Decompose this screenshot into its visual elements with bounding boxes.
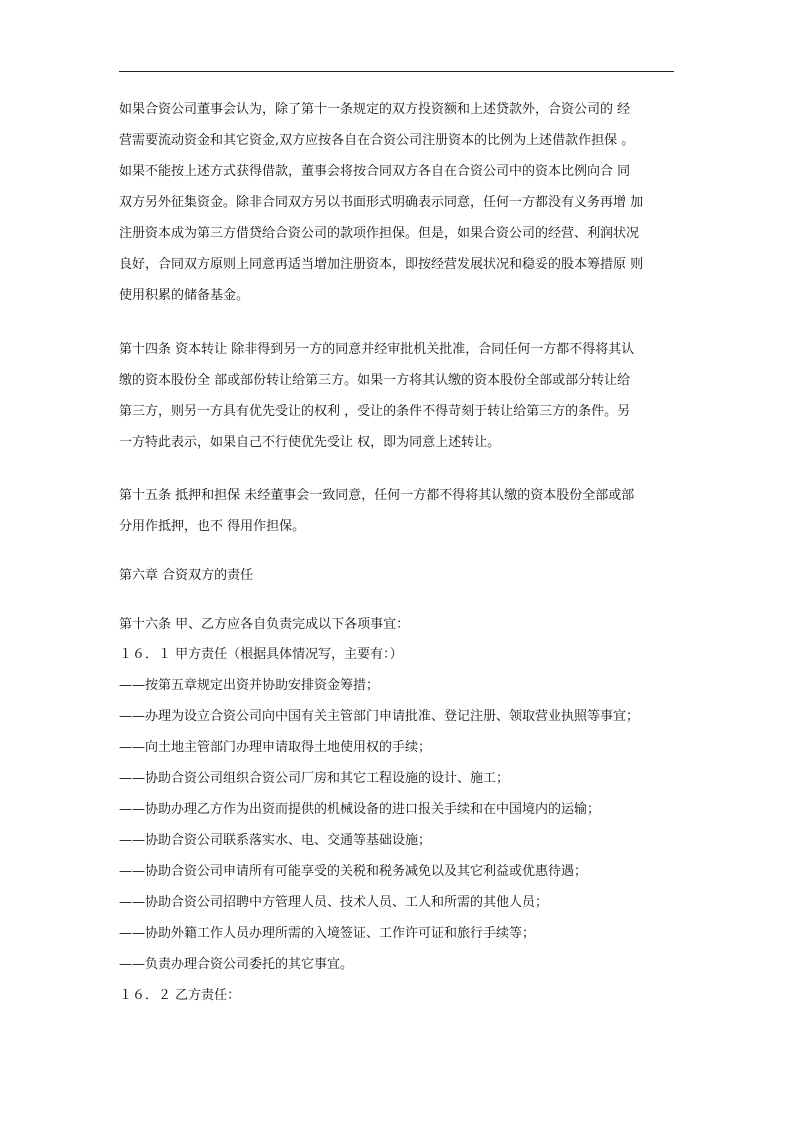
list-item: ——协助合资公司联系落实水、电、交通等基础设施； [119, 833, 432, 848]
chapter-heading: 第六章 合资双方的责任 [119, 568, 254, 583]
list-item: ——向土地主管部门办理申请取得土地使用权的手续； [119, 740, 432, 755]
paragraph-line: 注册资本成为第三方借贷给合资公司的款项作担保。但是，如果合资公司的经营、利润状况 [119, 226, 640, 241]
list-item: ——协助办理乙方作为出资而提供的机械设备的进口报关手续和在中国境内的运输； [119, 802, 601, 817]
article-14-line: 第三方，则另一方具有优先受让的权利 ，受让的条件不得苛刻于转让给第三方的条件。另 [119, 404, 631, 419]
list-item: ——协助合资公司申请所有可能享受的关税和税务减免以及其它利益或优惠待遇； [119, 864, 588, 879]
list-item: ——负责办理合资公司委托的其它事宜。 [119, 957, 354, 972]
article-14-line: 缴的资本股份全 部或部份转让给第三方。如果一方将其认缴的资本股份全部或部分转让给 [119, 373, 631, 388]
list-item: ——协助合资公司组织合资公司厂房和其它工程设施的设计、施工； [119, 771, 510, 786]
list-item: ——协助合资公司招聘中方管理人员、技术人员、工人和所需的其他人员； [119, 895, 549, 910]
paragraph-line: 如果合资公司董事会认为，除了第十一条规定的双方投资额和上述贷款外，合资公司的 经 [119, 102, 631, 117]
paragraph-line: 双方另外征集资金。除非合同双方另以书面形式明确表示同意，任何一方都没有义务再增 加 [119, 195, 644, 210]
article-14-line: 第十四条 资本转让 除非得到另一方的同意并经审批机关批准，合同任何一方都不得将其认 [119, 342, 635, 357]
header-rule [119, 71, 674, 72]
paragraph-line: 使用积累的储备基金。 [119, 288, 250, 303]
article-15-line: 分用作抵押，也不 得用作担保。 [119, 519, 306, 534]
article-15-line: 第十五条 抵押和担保 未经董事会一致同意，任何一方都不得将其认缴的资本股份全部或部 [119, 488, 635, 503]
list-item: ——按第五章规定出资并协助安排资金筹措； [119, 678, 380, 693]
paragraph-line: 营需要流动资金和其它资金,双方应按各自在合资公司注册资本的比例为上述借款作担保 。 [119, 133, 635, 148]
section-heading: １６．２ 乙方责任： [119, 988, 241, 1003]
list-item: ——协助外籍工作人员办理所需的入境签证、工作许可证和旅行手续等； [119, 926, 536, 941]
section-heading: １６．１ 甲方责任（根据具体情况写，主要有：） [119, 647, 403, 662]
paragraph-line: 良好，合同双方原则上同意再适当增加注册资本，即按经营发展状况和稳妥的股本筹措原 则 [119, 257, 644, 272]
list-item: ——办理为设立合资公司向中国有关主管部门申请批准、登记注册、领取营业执照等事宜； [119, 709, 640, 724]
paragraph-line: 如果不能按上述方式获得借款，董事会将按合同双方各自在合资公司中的资本比例向合 同 [119, 164, 631, 179]
article-16-heading: 第十六条 甲、乙方应各自负责完成以下各项事宜： [119, 617, 410, 632]
article-14-line: 一方特此表示，如果自己不行使优先受让 权，即为同意上述转让。 [119, 435, 501, 450]
